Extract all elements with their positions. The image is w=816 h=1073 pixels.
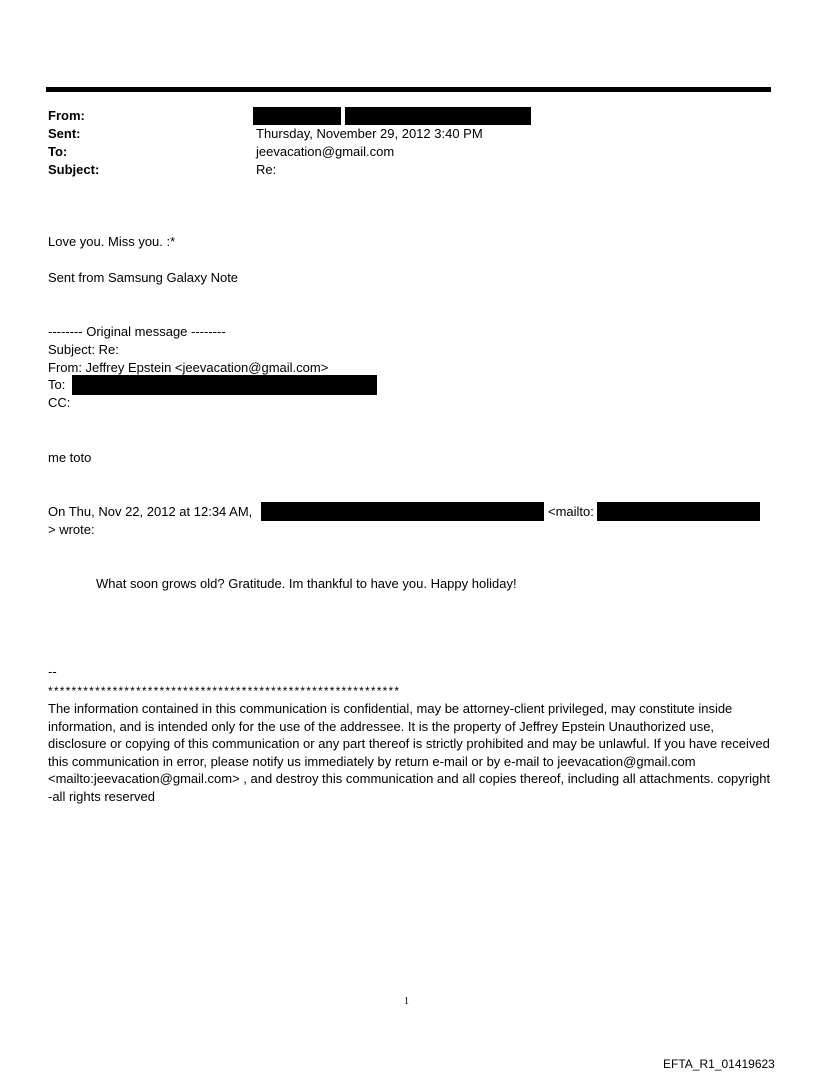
redaction-from-1 — [253, 107, 341, 125]
confidentiality-disclaimer: The information contained in this communication is confidential, may be attorney-client privileged, may constitute inside information, and is intended only for the use of the addressee. It is the property of Jeffrey Epstein Unauthorized use, disclosure or copying of this communication or any part thereof is strictly prohibited and may be unlawful. If you have received this communication in error, please notify us immediately by return e-mail or by e-mail to jeevacation@gmail.com <mailto:jeevacation@gmail.com> , and destroy this communication and all copies thereof, including all attachments. copyright -all rights reserved — [48, 701, 771, 804]
redaction-from-2 — [345, 107, 531, 125]
subject-value: Re: — [256, 162, 277, 177]
sent-value: Thursday, November 29, 2012 3:40 PM — [256, 126, 483, 141]
original-cc: CC: — [48, 395, 71, 410]
redaction-to — [72, 375, 377, 395]
redaction-sender-email — [597, 502, 760, 521]
header-rule — [46, 87, 771, 92]
original-to: To: — [48, 377, 66, 392]
original-subject: Subject: Re: — [48, 342, 119, 357]
quoted-text: What soon grows old? Gratitude. Im thankful to have you. Happy holiday! — [96, 576, 517, 591]
reply-line: me toto — [48, 450, 92, 465]
signature-line: Sent from Samsung Galaxy Note — [48, 270, 239, 285]
quote-intro-wrote: > wrote: — [48, 522, 95, 537]
sent-label: Sent: — [48, 126, 81, 141]
redaction-sender-name — [261, 502, 544, 521]
subject-label: Subject: — [48, 162, 100, 177]
signature-separator: -- — [48, 664, 57, 679]
to-label: To: — [48, 144, 68, 159]
asterisk-line: ************************************************************ — [48, 684, 401, 698]
quote-intro-mailto: <mailto: — [548, 504, 594, 519]
quote-intro-start: On Thu, Nov 22, 2012 at 12:34 AM, — [48, 504, 253, 519]
bates-number: EFTA_R1_01419623 — [663, 1057, 775, 1071]
page-number: 1 — [404, 996, 409, 1007]
message-line: Love you. Miss you. :* — [48, 234, 176, 249]
original-message-marker: -------- Original message -------- — [48, 324, 226, 339]
from-label: From: — [48, 108, 85, 123]
to-value: jeevacation@gmail.com — [256, 144, 395, 159]
original-from: From: Jeffrey Epstein <jeevacation@gmail.com> — [48, 360, 329, 375]
